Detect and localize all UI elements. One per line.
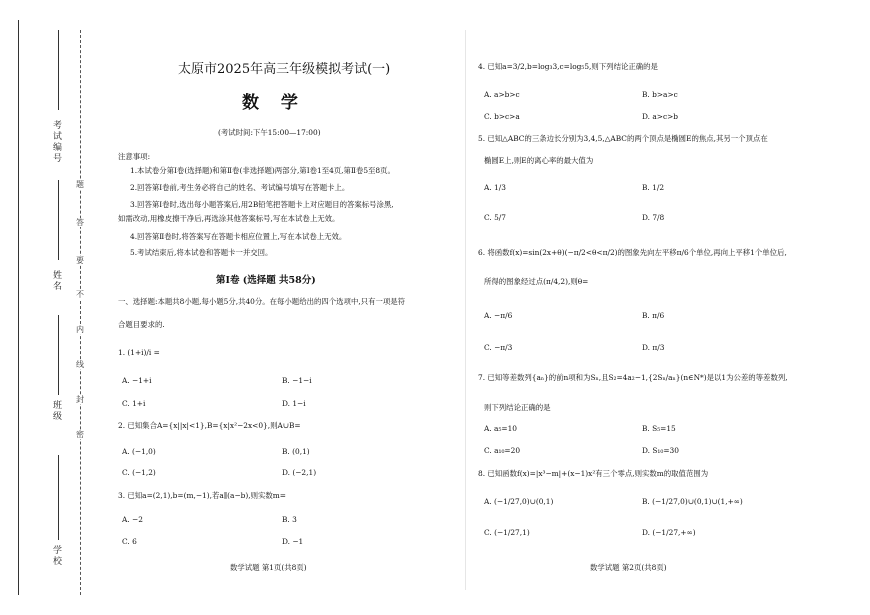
- answer-option: A. a₅=10: [484, 424, 518, 433]
- binding-strip: [0, 0, 100, 615]
- answer-option: C. a₁₀=20: [484, 446, 521, 455]
- page-divider: [465, 30, 466, 590]
- answer-option: A. (−1/27,0)∪(0,1): [484, 497, 554, 506]
- seal-char: 线: [76, 360, 84, 369]
- question-stem: 6. 将函数f(x)=sin(2x+θ)(−π/2<θ<π/2)的图象先向左平移π/6个单位,再向上平移1个单位后,: [478, 248, 787, 257]
- notice-item: 如需改动,用橡皮擦干净后,再选涂其他答案标号,写在本试卷上无效。: [118, 214, 340, 223]
- class-line: [58, 315, 59, 395]
- answer-option: D. −1: [282, 537, 304, 546]
- name-label: 姓名: [51, 270, 61, 292]
- answer-option: D. (−1/27,+∞): [642, 528, 696, 537]
- notice-item: 4.回答第Ⅱ卷时,将答案写在答题卡相应位置上,写在本试卷上无效。: [130, 232, 347, 241]
- exam-title: 太原市2025年高三年级模拟考试(一): [178, 62, 391, 77]
- section-description: 一、选择题:本题共8小题,每小题5分,共40分。在每小题给出的四个选项中,只有一项是符: [118, 297, 406, 306]
- question-stem: 4. 已知a=3/2,b=log₃3,c=log₅5,则下列结论正确的是: [478, 62, 658, 71]
- question-stem: 8. 已知函数f(x)=|x³−m|+(x−1)x²有三个零点,则实数m的取值范围为: [478, 469, 709, 478]
- answer-option: B. π/6: [642, 311, 665, 320]
- answer-option: A. −1+i: [122, 376, 152, 385]
- section-description: 合题目要求的.: [118, 320, 165, 329]
- answer-option: A. −2: [122, 515, 143, 524]
- seal-line: [80, 30, 81, 595]
- notice-item: 2.回答第Ⅰ卷前,考生务必将自己的姓名、考试编号填写在答题卡上。: [130, 183, 350, 192]
- seal-char: 内: [76, 325, 84, 334]
- seal-char: 封: [76, 395, 84, 404]
- page-footer: 数学试题 第2页(共8页): [590, 563, 667, 572]
- seal-char: 要: [76, 256, 84, 265]
- answer-option: A. (−1,0): [122, 447, 156, 456]
- answer-option: B. (−1/27,0)∪(0,1)∪(1,+∞): [642, 497, 743, 506]
- answer-option: B. S₅=15: [642, 424, 676, 433]
- exam-time: (考试时间:下午15:00—17:00): [218, 128, 321, 137]
- name-line: [58, 180, 59, 260]
- question-stem: 2. 已知集合A={x||x|<1},B={x|x²−2x<0},则A∪B=: [118, 421, 301, 430]
- answer-option: D. (−2,1): [282, 468, 317, 477]
- answer-option: A. 1/3: [484, 183, 506, 192]
- class-label: 班级: [51, 400, 61, 422]
- answer-option: D. 7/8: [642, 213, 665, 222]
- page-footer: 数学试题 第1页(共8页): [230, 563, 307, 572]
- section-title: 第Ⅰ卷 (选择题 共58分): [216, 275, 316, 286]
- strip-border-line: [18, 20, 19, 595]
- question-stem-continued: 椭圆E上,则E的离心率的最大值为: [484, 156, 594, 165]
- seal-char: 不: [76, 290, 84, 299]
- exam-number-label: 考试编号: [51, 120, 61, 164]
- answer-option: C. (−1,2): [122, 468, 156, 477]
- seal-char: 答: [76, 218, 84, 227]
- school-line: [58, 455, 59, 540]
- answer-option: C. 5/7: [484, 213, 506, 222]
- question-stem-continued: 则下列结论正确的是: [484, 403, 551, 412]
- question-stem: 5. 已知△ABC的三条边长分别为3,4,5,△ABC的两个顶点是椭圆E的焦点,其另一个顶点在: [478, 134, 768, 143]
- answer-option: B. b>a>c: [642, 90, 678, 99]
- answer-option: D. S₁₀=30: [642, 446, 679, 455]
- question-stem-continued: 所得的图象经过点(π/4,2),则θ=: [484, 277, 589, 286]
- seal-char: 题: [76, 180, 84, 189]
- answer-option: B. 1/2: [642, 183, 665, 192]
- answer-option: D. a>c>b: [642, 112, 679, 121]
- notice-item: 3.回答第Ⅰ卷时,选出每小题答案后,用2B铅笔把答题卡上对应题目的答案标号涂黑,: [130, 200, 394, 209]
- question-stem: 7. 已知等差数列{aₙ}的前n项和为Sₙ,且S₂=4a₂−1,{2Sₙ/aₙ}(n∈N*)是以1为公差的等差数列,: [478, 373, 788, 382]
- exam-number-line: [58, 30, 59, 110]
- answer-option: C. 1+i: [122, 399, 146, 408]
- notice-heading: 注意事项:: [118, 152, 151, 161]
- answer-option: A. a>b>c: [484, 90, 520, 99]
- notice-item: 1.本试卷分第Ⅰ卷(选择题)和第Ⅱ卷(非选择题)两部分,第Ⅰ卷1至4页,第Ⅱ卷5至8页。: [130, 166, 395, 175]
- answer-option: C. −π/3: [484, 343, 513, 352]
- answer-option: B. 3: [282, 515, 297, 524]
- notice-item: 5.考试结束后,将本试卷和答题卡一并交回。: [130, 248, 273, 257]
- subject-title: 数 学: [242, 93, 306, 113]
- answer-option: C. 6: [122, 537, 137, 546]
- seal-char: 密: [76, 430, 84, 439]
- answer-option: B. (0,1): [282, 447, 310, 456]
- question-stem: 3. 已知a=(2,1),b=(m,−1),若a∥(a−b),则实数m=: [118, 491, 286, 500]
- question-stem: 1. (1+i)/i =: [118, 348, 160, 357]
- answer-option: C. (−1/27,1): [484, 528, 530, 537]
- answer-option: A. −π/6: [484, 311, 513, 320]
- answer-option: D. π/3: [642, 343, 665, 352]
- answer-option: C. b>c>a: [484, 112, 520, 121]
- answer-option: D. 1−i: [282, 399, 306, 408]
- school-label: 学校: [51, 545, 61, 567]
- answer-option: B. −1−i: [282, 376, 312, 385]
